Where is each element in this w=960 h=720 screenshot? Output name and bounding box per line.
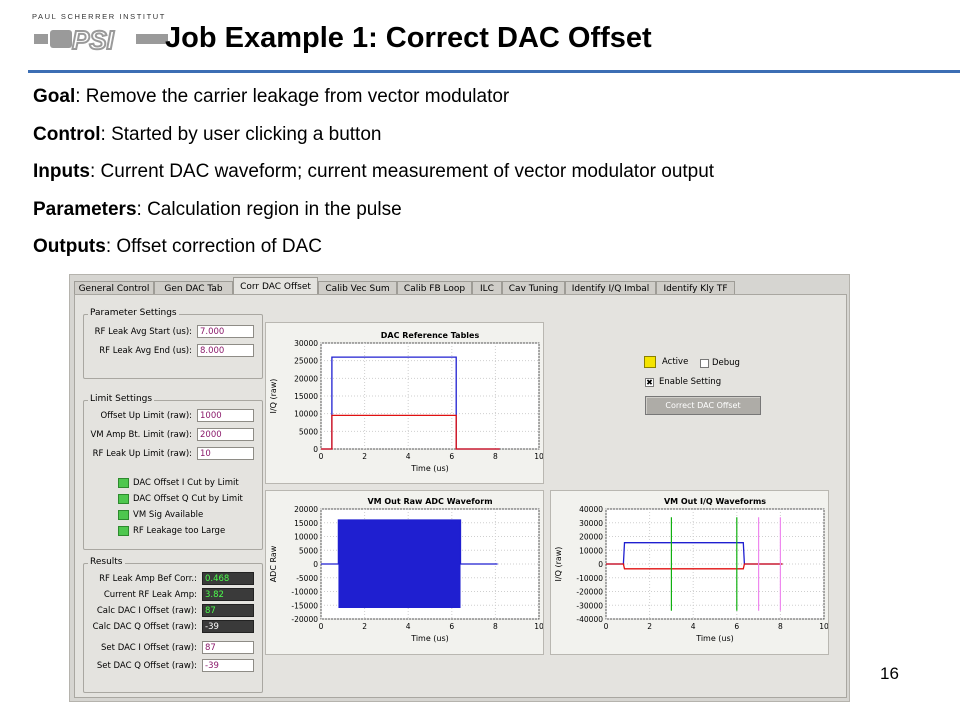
field-label: Calc DAC I Offset (raw): [96,606,197,616]
limit-settings-group [83,394,263,550]
vm-out-raw-adc-chart[interactable] [266,491,543,654]
x-tick-label: 10 [819,622,828,631]
result-row [84,620,262,634]
rf-leak-avg-start-input[interactable]: 7.000 [197,325,254,338]
indicator-label: VM Sig Available [133,510,204,520]
y-tick-label: -20000 [576,587,603,597]
y-tick-label: 0 [313,445,318,454]
x-tick-label: 0 [318,622,324,631]
bullet-inputs: Inputs: Current DAC waveform; current measurement of vector modulator output [33,161,715,182]
field-label: RF Leak Amp Bef Corr.: [99,574,197,584]
status-led [118,494,129,504]
y-tick-label: -40000 [576,615,603,624]
y-tick-label: 40000 [579,505,603,514]
field-label: RF Leak Avg End (us): [99,346,192,356]
result-row [84,572,262,586]
correct-dac-offset-button[interactable]: Correct DAC Offset [645,396,761,415]
chart-title: VM Out I/Q Waveforms [663,497,767,506]
set-dac-i-offset-input[interactable]: 87 [202,641,254,654]
y-tick-label: -10000 [576,573,603,583]
offset-up-limit-row [84,409,262,423]
status-led [118,510,129,520]
x-axis-label: Time (us) [696,634,734,643]
calc-dac-i-offset-value: 87 [202,604,254,617]
status-led [118,526,129,536]
rf-leak-avg-end-row [84,344,262,358]
gui-window [69,274,850,702]
x-tick-label: 4 [405,622,411,631]
field-label: Offset Up Limit (raw): [100,411,192,421]
dac-reference-plot-box [265,322,544,484]
title-divider [28,70,960,73]
x-tick-label: 4 [405,452,411,461]
indicator-label: DAC Offset Q Cut by Limit [133,494,243,504]
x-tick-label: 8 [493,622,498,631]
rf-leak-up-limit-row [84,447,262,461]
field-label: RF Leak Up Limit (raw): [92,449,192,459]
y-tick-label: 10000 [579,546,603,556]
y-tick-label: 5000 [298,546,318,556]
y-tick-label: 25000 [294,356,318,366]
debug-checkbox[interactable] [700,359,709,368]
vm-amp-bt-limit-row [84,428,262,442]
y-tick-label: 15000 [294,518,318,528]
results-group [83,557,263,693]
y-tick-label: 5000 [298,427,318,437]
tab-calib-vec-sum[interactable]: Calib Vec Sum [318,281,397,295]
x-axis-label: Time (us) [411,634,449,643]
x-tick-label: 10 [534,622,543,631]
dac-reference-tables-chart[interactable] [266,323,543,483]
field-label: Calc DAC Q Offset (raw): [92,622,197,632]
field-label: Set DAC Q Offset (raw): [96,661,197,671]
enable-setting-label: Enable Setting [659,377,722,387]
y-tick-label: 30000 [294,339,318,348]
tab-general-control[interactable]: General Control [74,281,154,295]
y-tick-label: -20000 [291,615,318,624]
vm-out-iq-chart[interactable] [551,491,828,654]
y-tick-label: 10000 [294,409,318,419]
tab-identify-iq-imbal[interactable]: Identify I/Q Imbal [565,281,656,295]
tab-gen-dac[interactable]: Gen DAC Tab [154,281,233,295]
x-tick-label: 4 [690,622,696,631]
debug-label: Debug [712,358,740,368]
current-rf-leak-amp-value: 3.82 [202,588,254,601]
y-tick-label: -30000 [576,601,603,611]
x-tick-label: 10 [534,452,543,461]
logo-letters: PSI [72,25,114,55]
y-tick-label: 30000 [579,518,603,528]
tab-corr-dac-offset[interactable]: Corr DAC Offset [233,277,318,295]
tab-identify-kly-tf[interactable]: Identify Kly TF [656,281,735,295]
x-tick-label: 0 [318,452,324,461]
chart-title: DAC Reference Tables [380,331,480,340]
vm-out-iq-plot-box [550,490,829,655]
y-axis-label: I/Q (raw) [554,546,563,582]
active-label: Active [662,357,689,367]
y-tick-label: -10000 [291,587,318,597]
result-row [84,659,262,673]
field-label: VM Amp Bt. Limit (raw): [90,430,192,440]
set-dac-q-offset-input[interactable]: -39 [202,659,254,672]
tab-cav-tuning[interactable]: Cav Tuning [502,281,565,295]
y-axis-label: ADC Raw [269,545,278,583]
y-tick-label: 20000 [579,532,603,542]
x-tick-label: 2 [647,622,652,631]
parameter-settings-title: Parameter Settings [90,308,177,318]
limit-settings-title: Limit Settings [90,394,153,404]
y-tick-label: -15000 [291,601,318,611]
field-label: Set DAC I Offset (raw): [101,643,197,653]
tab-panel [74,294,847,698]
indicator-label: RF Leakage too Large [133,526,226,536]
x-tick-label: 0 [603,622,609,631]
vm-amp-bt-limit-input[interactable]: 2000 [197,428,254,441]
y-axis-label: I/Q (raw) [269,378,278,414]
results-title: Results [90,557,123,567]
bullet-goal: Goal: Remove the carrier leakage from vector modulator [33,86,510,107]
tab-calib-fb-loop[interactable]: Calib FB Loop [397,281,472,295]
rf-leak-avg-start-row [84,325,262,339]
bullet-list [33,84,933,272]
field-label: RF Leak Avg Start (us): [94,327,192,337]
status-led [118,478,129,488]
y-tick-label: 0 [313,560,318,569]
parameter-settings-group [83,308,263,379]
result-row [84,604,262,618]
active-indicator [644,356,656,368]
bullet-parameters: Parameters: Calculation region in the pulse [33,198,402,220]
result-row [84,641,262,655]
enable-setting-checkbox[interactable]: ✖ [646,378,653,387]
bullet-control: Control: Started by user clicking a button [33,123,382,145]
y-tick-label: 10000 [294,532,318,542]
field-label: Current RF Leak Amp: [103,590,197,600]
y-tick-label: 15000 [294,392,318,401]
calc-dac-q-offset-value: -39 [202,620,254,633]
rf-leak-up-limit-input[interactable]: 10 [197,447,254,460]
x-tick-label: 2 [362,452,367,461]
page-number: 16 [880,664,899,683]
y-tick-label: 20000 [294,374,318,384]
y-tick-label: 20000 [294,505,318,514]
result-row [84,588,262,602]
y-tick-label: 0 [598,560,603,569]
vm-out-raw-plot-box [265,490,544,655]
x-tick-label: 2 [362,622,367,631]
chart-title: VM Out Raw ADC Waveform [367,497,493,506]
psi-logo-mark [32,12,172,62]
x-axis-label: Time (us) [411,464,449,473]
bullet-outputs: Outputs: Offset correction of DAC [33,236,322,257]
rf-leak-avg-end-input[interactable]: 8.000 [197,344,254,357]
offset-up-limit-input[interactable]: 1000 [197,409,254,422]
y-tick-label: -5000 [296,573,318,583]
rf-leak-amp-bef-value: 0.468 [202,572,254,585]
indicator-label: DAC Offset I Cut by Limit [133,478,239,488]
slide-title: Job Example 1: Correct DAC Offset [165,22,652,54]
waveform-band [338,520,460,608]
psi-logo [32,12,172,62]
x-tick-label: 8 [778,622,783,631]
x-tick-label: 8 [493,452,498,461]
x-tick-label: 6 [734,622,740,631]
x-tick-label: 6 [449,622,455,631]
x-tick-label: 6 [449,452,455,461]
tab-ilc[interactable]: ILC [472,281,502,295]
institute-name: PAUL SCHERRER INSTITUT [32,12,166,21]
